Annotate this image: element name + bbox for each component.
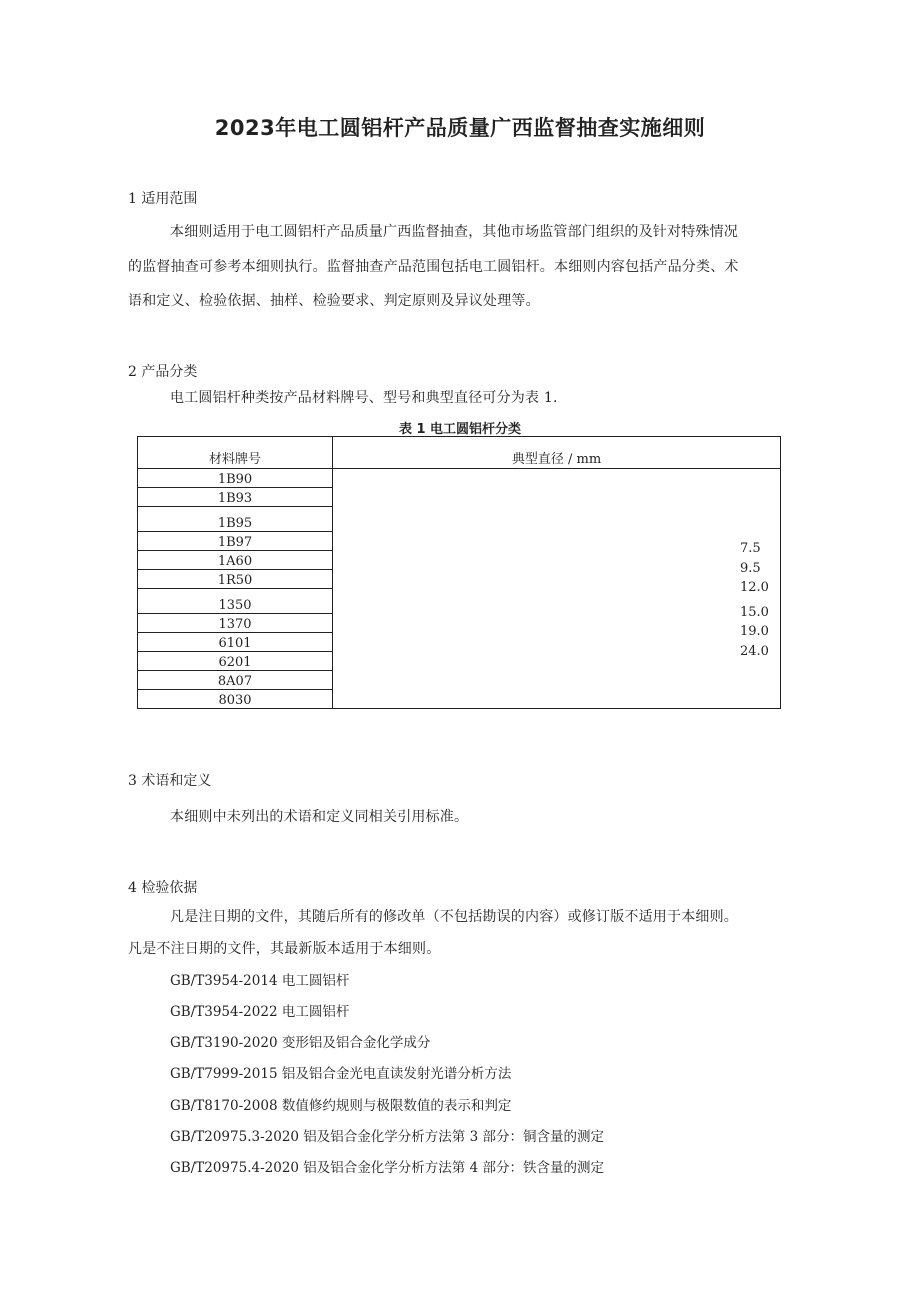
section-2-intro: 电工圆铝杆种类按产品材料牌号、型号和典型直径可分为表 1. (170, 390, 558, 406)
diameter-value: 9.5 (740, 560, 761, 576)
column-header-grade: 材料牌号 (138, 437, 333, 469)
grade-cell: 1350 (138, 589, 333, 614)
section-2-heading: 2 产品分类 (128, 364, 198, 380)
grade-cell: 6201 (138, 652, 333, 671)
diameter-value: 15.0 (740, 604, 769, 620)
grade-cell: 1A60 (138, 551, 333, 570)
reference-item: GB/T7999-2015 铝及铝合金光电直读发射光谱分析方法 (170, 1066, 512, 1082)
reference-item: GB/T3954-2022 电工圆铝杆 (170, 1004, 350, 1020)
section-1-line-1: 本细则适用于电工圆铝杆产品质量广西监督抽查，其他市场监管部门组织的及针对特殊情况 (170, 224, 738, 240)
diameter-value: 12.0 (740, 580, 769, 595)
reference-item: GB/T20975.3-2020 铝及铝合金化学分析方法第 3 部分：铜含量的测定 (170, 1129, 604, 1145)
reference-item: GB/T20975.4-2020 铝及铝合金化学分析方法第 4 部分：铁含量的测定 (170, 1160, 604, 1176)
section-1-line-3: 语和定义、检验依据、抽样、检验要求、判定原则及异议处理等。 (128, 293, 540, 309)
grade-cell: 8030 (138, 690, 333, 709)
section-3-heading: 3 术语和定义 (128, 773, 212, 789)
diameter-value: 7.5 (740, 541, 761, 556)
grade-cell: 6101 (138, 633, 333, 652)
grade-cell: 1B90 (138, 469, 333, 488)
reference-item: GB/T3954-2014 电工圆铝杆 (170, 973, 350, 989)
section-3-text: 本细则中未列出的术语和定义同相关引用标准。 (170, 809, 469, 825)
section-4-heading: 4 检验依据 (128, 880, 198, 896)
reference-item: GB/T3190-2020 变形铝及铝合金化学成分 (170, 1035, 431, 1051)
table-caption: 表 1 电工圆铝杆分类 (398, 422, 522, 437)
grade-cell: 1B97 (138, 532, 333, 551)
grade-cell: 1B95 (138, 507, 333, 532)
grade-cell: 1370 (138, 614, 333, 633)
section-1-heading: 1 适用范围 (128, 191, 198, 207)
grade-cell: 1B93 (138, 488, 333, 507)
section-4-line-2: 凡是不注日期的文件，其最新版本适用于本细则。 (128, 941, 441, 957)
diameter-cell (333, 469, 781, 709)
section-1-line-2: 的监督抽查可参考本细则执行。监督抽查产品范围包括电工圆铝杆。本细则内容包括产品分类、术 (128, 259, 739, 275)
classification-table (137, 436, 781, 709)
diameter-value: 24.0 (740, 643, 769, 659)
reference-item: GB/T8170-2008 数值修约规则与极限数值的表示和判定 (170, 1098, 512, 1114)
diameter-value: 19.0 (740, 624, 769, 639)
page-title: 2023年电工圆铝杆产品质量广西监督抽查实施细则 (214, 116, 706, 140)
column-header-diameter: 典型直径 / mm (333, 437, 781, 469)
grade-cell: 8A07 (138, 671, 333, 690)
grade-cell: 1R50 (138, 570, 333, 589)
section-4-line-1: 凡是注日期的文件，其随后所有的修改单（不包括勘误的内容）或修订版不适用于本细则。 (170, 909, 738, 925)
